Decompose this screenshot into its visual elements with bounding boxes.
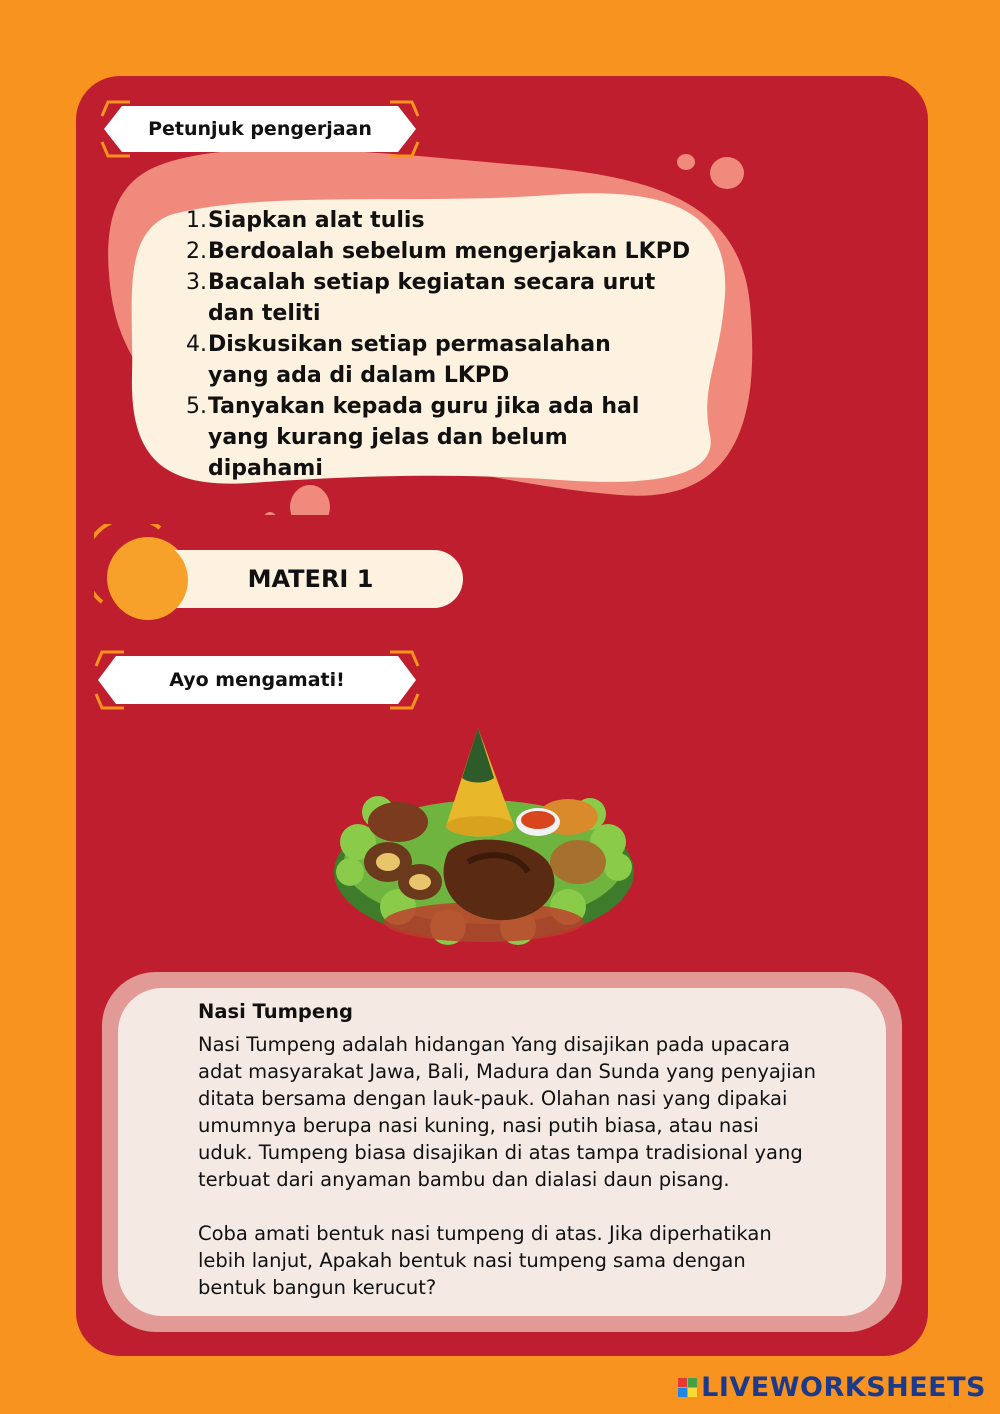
info-content: [198, 998, 818, 1301]
list-item: 3. Bacalah setiap kegiatan secara urut dan teliti: [186, 270, 656, 326]
liveworksheets-brand[interactable]: [678, 1372, 986, 1403]
nasi-tumpeng-icon: [328, 722, 640, 958]
petunjuk-title: Petunjuk pengerjaan: [148, 118, 372, 140]
info-paragraph-1: Nasi Tumpeng adalah hidangan Yang disajikan pada upacara adat masyarakat Jawa, Bali, Madura dan Sunda yang penyajian ditata bersama dengan lauk-pauk. Olahan nasi yang dipakai umumnya berupa nasi kuning, nasi putih biasa, atau nasi uduk. Tumpeng biasa disajikan di atas tampa tradisional yang terbuat dari anyaman bambu dan dialasi daun pisang.: [198, 1033, 816, 1191]
list-item: 4. Diskusikan setiap permasalahan yang ada di dalam LKPD: [186, 332, 611, 388]
materi-title: MATERI 1: [247, 565, 374, 593]
info-paragraph-2: Coba amati bentuk nasi tumpeng di atas. Jika diperhatikan lebih lanjut, Apakah bentuk nasi tumpeng sama dengan bentuk bangun kerucut?: [198, 1222, 772, 1299]
list-item: 2. Berdoalah sebelum mengerjakan LKPD: [186, 239, 691, 264]
list-item: 5. Tanyakan kepada guru jika ada hal yang kurang jelas dan belum dipahami: [186, 394, 640, 481]
petunjuk-banner: [100, 100, 420, 158]
liveworksheets-logo-icon: [678, 1378, 697, 1397]
brand-name: LIVEWORKSHEETS: [701, 1372, 986, 1403]
observe-banner: [94, 650, 420, 710]
info-title: Nasi Tumpeng: [198, 1000, 353, 1023]
instructions-list: [186, 205, 706, 484]
list-item: 1. Siapkan alat tulis: [186, 208, 425, 233]
materi-circle-front-icon: [100, 540, 196, 620]
observe-title: Ayo mengamati!: [169, 669, 345, 691]
